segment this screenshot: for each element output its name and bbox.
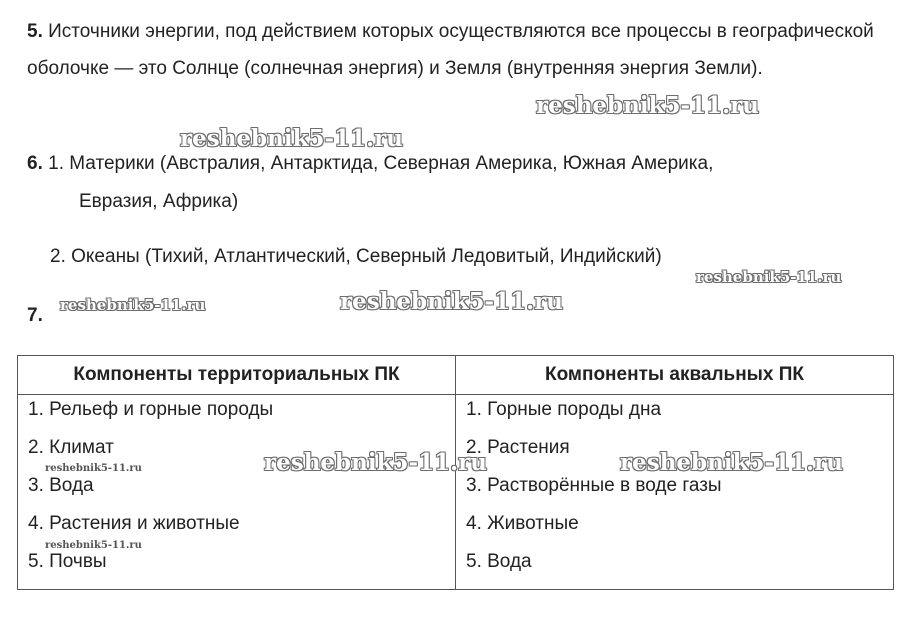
list-item: 4. Растения и животные [28, 513, 240, 534]
watermark: reshebnik5-11.ru [264, 449, 487, 476]
list-item: 5. Почвы [28, 551, 107, 572]
watermark: reshebnik5-11.ru [340, 288, 563, 315]
question-5-text: Источники энергии, под действием которых осуществляются все процессы в географической оболочке — это Солнце (солнечная энергия) и Земля (внутренняя энергия Земли). [27, 21, 874, 79]
aquatic-components-cell [456, 395, 894, 590]
list-item: 2. Климат [28, 437, 114, 458]
question-5-number: 5. [27, 21, 43, 42]
territorial-components-cell [18, 395, 456, 590]
list-item: 4. Животные [466, 513, 579, 534]
question-6-line-1 [27, 152, 713, 176]
question-6-item-2: 2. Океаны (Тихий, Атлантический, Северный Ледовитый, Индийский) [50, 246, 662, 267]
list-item: 1. Рельеф и горные породы [28, 399, 274, 420]
watermark: reshebnik5-11.ru [45, 540, 142, 551]
watermark: reshebnik5-11.ru [620, 449, 843, 476]
question-6-number: 6. [27, 153, 43, 174]
watermark: reshebnik5-11.ru [60, 296, 206, 314]
list-item: 5. Вода [466, 551, 532, 572]
watermark: reshebnik5-11.ru [45, 463, 142, 474]
header-aquatic: Компоненты аквальных ПК [456, 356, 894, 395]
watermark: reshebnik5-11.ru [696, 268, 842, 286]
list-item: 3. Вода [28, 475, 94, 496]
question-5 [27, 13, 897, 87]
question-6-item-1-line-1: 1. Материки (Австралия, Антарктида, Северная Америка, Южная Америка, [48, 153, 714, 174]
table-row [18, 395, 894, 590]
question-7-number: 7. [27, 305, 43, 326]
list-item: 1. Горные породы дна [466, 399, 662, 420]
question-6-item-1-line-2: Евразия, Африка) [79, 191, 239, 212]
watermark: reshebnik5-11.ru [180, 125, 403, 152]
watermark: reshebnik5-11.ru [536, 92, 759, 119]
table-header-row [18, 356, 894, 395]
list-item: 2. Растения [466, 437, 570, 458]
header-territorial: Компоненты территориальных ПК [18, 356, 456, 395]
list-item: 3. Растворённые в воде газы [466, 475, 722, 496]
